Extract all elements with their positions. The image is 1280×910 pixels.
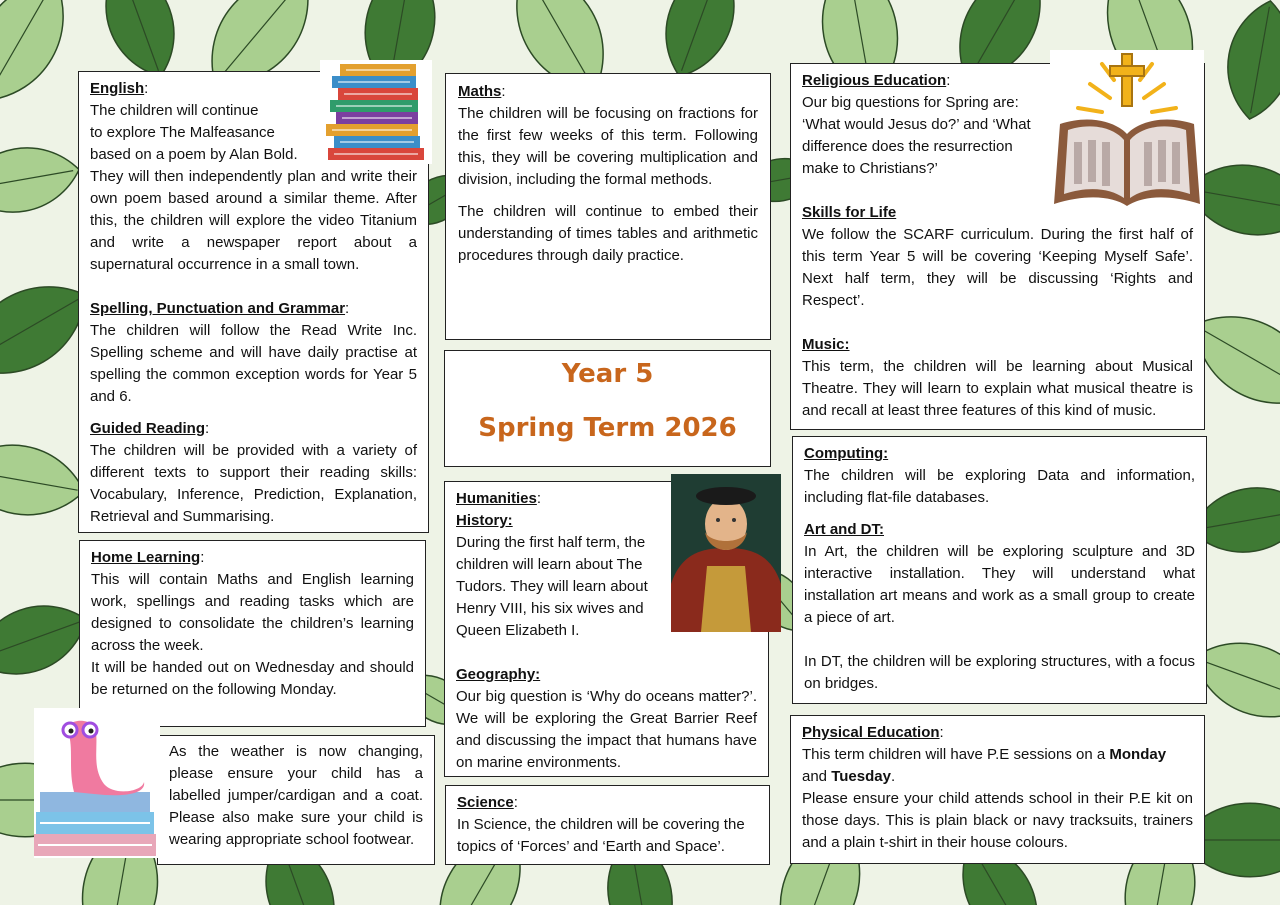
- science-text: In Science, the children will be covering the topics of ‘Forces’ and ‘Earth and Space’.: [457, 816, 745, 855]
- bible-cross-icon: [1050, 50, 1204, 210]
- home-learning-heading: Home Learning: [91, 549, 201, 566]
- leaf-shape: [0, 0, 87, 119]
- spag-text: The children will follow the Read Write Inc. Spelling scheme and will have daily practise at spelling the common exception words for Year 5 and 6.: [90, 322, 417, 405]
- history-line: Tudors. They will learn about: [456, 578, 648, 595]
- spag-heading: Spelling, Punctuation and Grammar: [90, 300, 346, 317]
- skills-heading: Skills for Life: [802, 204, 897, 221]
- title-panel: [444, 350, 771, 467]
- page-subtitle: Spring Term 2026: [478, 413, 737, 443]
- history-line: children will learn about The: [456, 556, 643, 573]
- humanities-panel: Humanities: History: During the first half term, the children will learn about The Tudors. They will learn about Henry VIII, his six wives and Queen Elizabeth I. Geography: Our big question is ‘Why do oceans matter?’. We will be exploring the Great Barrier Reef and discussing the impact that humans have on marine environments.: [444, 481, 769, 777]
- dt-text: In DT, the children will be exploring structures, with a focus on bridges.: [804, 653, 1195, 692]
- music-text: This term, the children will be learning about Musical Theatre. They will learn to explain what musical theatre is and recall at least three features of this kind of music.: [802, 358, 1193, 419]
- english-heading: English: [90, 80, 145, 97]
- guided-reading-text: The children will be provided with a variety of different texts to support their reading skills: Vocabulary, Inference, Prediction, Explanation, Retrieval and Summarising.: [90, 442, 417, 525]
- page-title: Year 5: [561, 359, 654, 389]
- computing-panel: [792, 436, 1207, 704]
- guided-reading-heading: Guided Reading: [90, 420, 206, 437]
- re-line: ‘What would Jesus do?’ and ‘What: [802, 116, 1031, 133]
- leaf-shape: [1219, 0, 1280, 125]
- geography-heading: Geography:: [456, 666, 541, 683]
- home-learning-text: It will be handed out on Wednesday and should be returned on the following Monday.: [91, 659, 414, 698]
- art-text: In Art, the children will be exploring sculpture and 3D interactive installation. They will understand what installation art means and work as a small group to create a piece of art.: [804, 543, 1195, 626]
- re-line: make to Christians?’: [802, 160, 938, 177]
- maths-text: The children will be focusing on fractions for the first few weeks of this term. Following this, they will be covering multiplication and division, including the formal methods.: [458, 105, 758, 188]
- home-learning-panel: Home Learning: This will contain Maths and English learning work, spellings and reading tasks which are designed to consolidate the children’s learning across the week. It will be handed out on Wednesday and should be returned on the following Monday.: [79, 540, 426, 727]
- re-heading: Religious Education: [802, 72, 947, 89]
- physical-education-panel: Physical Education: This term children will have P.E sessions on a Monday and Tuesday. Please ensure your child attends school in their P.E kit on those days. This is plain black or navy tracksuits, trainers and a plain t-shirt in their house colours.: [790, 715, 1205, 864]
- art-dt-heading: Art and DT:: [804, 521, 884, 538]
- history-line: Henry VIII, his six wives and: [456, 600, 644, 617]
- maths-heading: Maths: [458, 83, 502, 100]
- geography-text: Our big question is ‘Why do oceans matter?’. We will be exploring the Great Barrier Reef and discussing the impact that humans have on marine environments.: [456, 688, 757, 771]
- english-line: to explore The Malfeasance: [90, 124, 275, 141]
- computing-heading: Computing:: [804, 445, 889, 462]
- weather-text: As the weather is now changing, please ensure your child has a labelled jumper/cardigan and a coat. Please also make sure your child is wearing appropriate school footwear.: [169, 743, 423, 848]
- henry-viii-portrait: [671, 474, 781, 632]
- pe-kit-text: Please ensure your child attends school in their P.E kit on those days. This is plain black or navy tracksuits, trainers and a plain t-shirt in their house colours.: [802, 790, 1193, 851]
- re-line: difference does the resurrection: [802, 138, 1013, 155]
- history-heading: History:: [456, 512, 513, 529]
- science-panel: Science: In Science, the children will be covering the topics of ‘Forces’ and ‘Earth and Space’.: [445, 785, 770, 865]
- pe-day-monday: Monday: [1109, 746, 1167, 763]
- history-line: During the first half term, the: [456, 534, 646, 551]
- maths-text: The children will continue to embed their understanding of times tables and arithmetic procedures through daily practice.: [458, 203, 758, 264]
- pe-day-tuesday: Tuesday: [831, 768, 891, 785]
- weather-panel: [157, 735, 435, 865]
- music-heading: Music:: [802, 336, 850, 353]
- english-line: The children will continue: [90, 102, 259, 119]
- pe-heading: Physical Education: [802, 724, 940, 741]
- maths-panel: Maths: The children will be focusing on fractions for the first few weeks of this term. Following this, they will be covering multiplication and division, including the formal methods. The children will continue to embed their understanding of times tables and arithmetic procedures through daily practice.: [445, 73, 771, 340]
- books-stack-icon: [320, 60, 432, 164]
- science-heading: Science: [457, 794, 514, 811]
- home-learning-text: This will contain Maths and English learning work, spellings and reading tasks which are designed to consolidate the children’s learning across the week.: [91, 571, 414, 654]
- computing-text: The children will be exploring Data and information, including flat-file databases.: [804, 467, 1195, 506]
- re-line: Our big questions for Spring are:: [802, 94, 1019, 111]
- leaf-shape: [0, 435, 90, 525]
- religious-education-panel: Religious Education: Our big questions for Spring are: ‘What would Jesus do?’ and ‘What difference does the resurrection make to Christians?’ Skills for Life We follow the SCARF curriculum. During the first half of this term Year 5 will be covering ‘Keeping Myself Safe’. Next half term, they will be discussing ‘Rights and Respect’. Music: This term, the children will be learning about Musical Theatre. They will learn to explain what musical theatre is and recall at least three features of this kind of music.: [790, 63, 1205, 430]
- english-text: They will then independently plan and write their own poem based around a similar theme. After this, the children will explore the video Titanium and write a newspaper report about a supernatural occurrence in a small town.: [90, 168, 417, 273]
- pe-text: This term children will have P.E sessions on a Monday and Tuesday.: [802, 746, 1167, 785]
- humanities-heading: Humanities: [456, 490, 537, 507]
- history-line: Queen Elizabeth I.: [456, 622, 580, 639]
- bookworm-icon: [34, 708, 160, 858]
- english-line: based on a poem by Alan Bold.: [90, 146, 298, 163]
- leaf-shape: [0, 139, 85, 222]
- skills-text: We follow the SCARF curriculum. During the first half of this term Year 5 will be covering ‘Keeping Myself Safe’. Next half term, they will be discussing ‘Rights and Respect’.: [802, 226, 1193, 309]
- english-panel: English: The children will continue to explore The Malfeasance based on a poem by Alan Bold. They will then independently plan and write their own poem based around a similar theme. After this, the children will explore the video Titanium and write a newspaper report about a supernatural occurrence in a small town. Spelling, Punctuation and Grammar: The children will follow the Read Write Inc. Spelling scheme and will have daily practise at spelling the common exception words for Year 5 and 6. Guided Reading: The children will be provided with a variety of different texts to support their reading skills: Vocabulary, Inference, Prediction, Explanation, Retrieval and Summarising.: [78, 71, 429, 533]
